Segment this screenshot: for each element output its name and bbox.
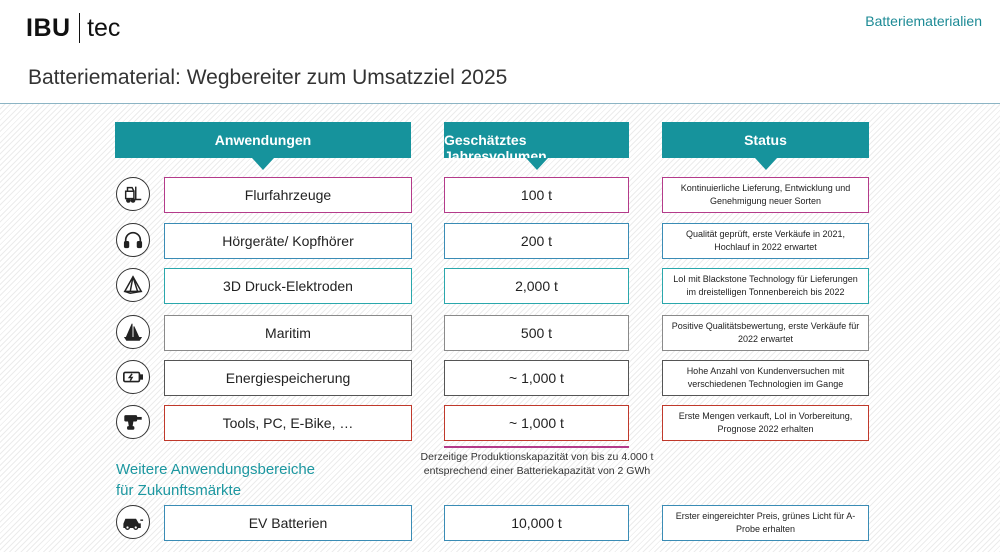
application-maritim: Maritim	[164, 315, 412, 351]
application-hoergeraete: Hörgeräte/ Kopfhörer	[164, 223, 412, 259]
status-maritim: Positive Qualitätsbewertung, erste Verkäufe für 2022 erwartet	[662, 315, 869, 351]
volume-maritim: 500 t	[444, 315, 629, 351]
logo-ibu: IBU	[26, 13, 71, 42]
volume-flurfahrzeuge: 100 t	[444, 177, 629, 213]
column-header-status: Status	[662, 122, 869, 158]
application-energiespeicherung: Energiespeicherung	[164, 360, 412, 396]
3d-print-pyramid-icon	[116, 268, 150, 302]
logo-divider	[79, 13, 81, 43]
electric-car-icon	[116, 505, 150, 539]
sailboat-icon	[116, 315, 150, 349]
forklift-icon	[116, 177, 150, 211]
application-flurfahrzeuge: Flurfahrzeuge	[164, 177, 412, 213]
volume-tools: ~ 1,000 t	[444, 405, 629, 441]
power-drill-icon	[116, 405, 150, 439]
status-ev-batterien: Erster eingereichter Preis, grünes Licht für A-Probe erhalten	[662, 505, 869, 541]
headphones-icon	[116, 223, 150, 257]
company-logo	[26, 10, 120, 46]
capacity-note: Derzeitige Produktionskapazität von bis zu 4.000 t entsprechend einer Batteriekapazität von 2 GWh	[420, 451, 654, 477]
volume-energiespeicherung: ~ 1,000 t	[444, 360, 629, 396]
status-tools: Erste Mengen verkauft, LoI in Vorbereitung, Prognose 2022 erhalten	[662, 405, 869, 441]
further-applications-heading	[116, 459, 315, 501]
further-applications-line1: Weitere Anwendungsbereiche	[116, 461, 316, 478]
logo-tec: tec	[87, 13, 121, 42]
battery-charging-icon	[116, 360, 150, 394]
application-tools: Tools, PC, E-Bike, …	[164, 405, 412, 441]
column-header-applications: Anwendungen	[115, 122, 411, 158]
volume-3d-druck: 2,000 t	[444, 268, 629, 304]
application-3d-druck: 3D Druck-Elektroden	[164, 268, 412, 304]
further-applications-line2: für Zukunftsmärkte	[116, 482, 242, 499]
section-topic: Batteriematerialien	[865, 13, 982, 29]
capacity-divider	[444, 446, 629, 448]
status-3d-druck: LoI mit Blackstone Technology für Lieferungen im dreistelligen Tonnenbereich bis 2022	[662, 268, 869, 304]
volume-ev-batterien: 10,000 t	[444, 505, 629, 541]
page-title: Batteriematerial: Wegbereiter zum Umsatzziel 2025	[28, 66, 508, 89]
column-header-volume: Geschätztes Jahresvolumen	[444, 122, 629, 158]
volume-hoergeraete: 200 t	[444, 223, 629, 259]
application-ev-batterien: EV Batterien	[164, 505, 412, 541]
status-hoergeraete: Qualität geprüft, erste Verkäufe in 2021, Hochlauf in 2022 erwartet	[662, 223, 869, 259]
title-divider	[0, 103, 1000, 104]
status-flurfahrzeuge: Kontinuierliche Lieferung, Entwicklung und Genehmigung neuer Sorten	[662, 177, 869, 213]
status-energiespeicherung: Hohe Anzahl von Kundenversuchen mit verschiedenen Technologien im Gange	[662, 360, 869, 396]
